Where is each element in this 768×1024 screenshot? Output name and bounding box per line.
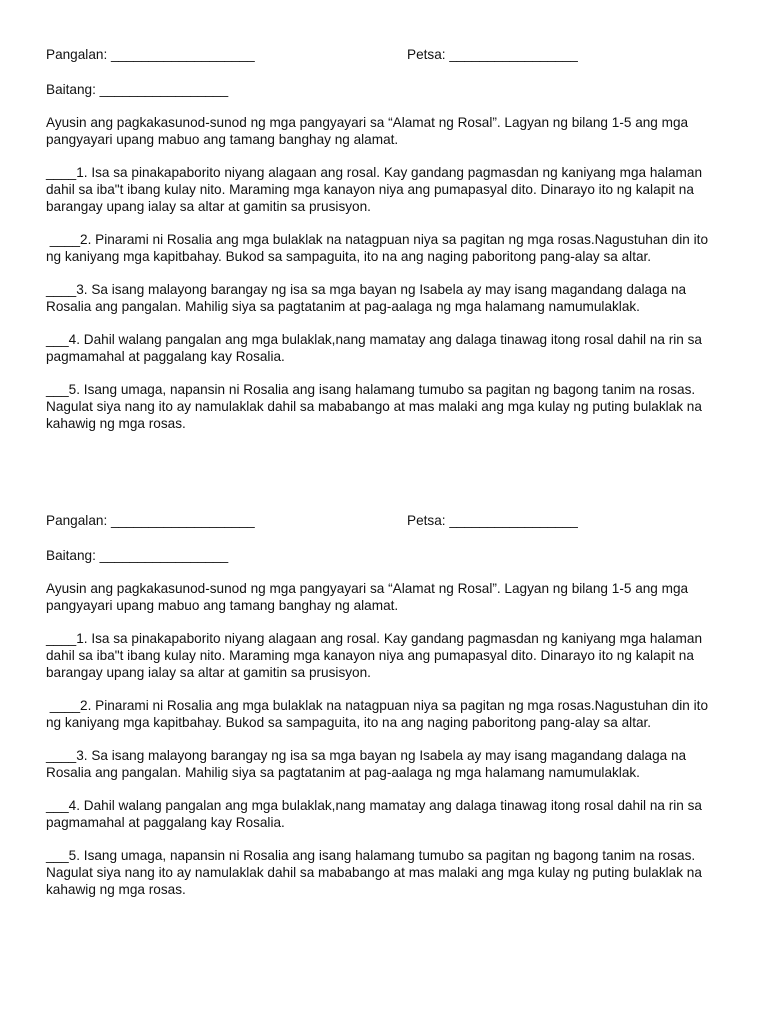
item-3: ____3. Sa isang malayong barangay ng isa sa mga bayan ng Isabela ay may isang magandang dalaga na Rosalia ang pangalan. Mahilig siya sa pagtatanim at pag-aalaga ng mga halamang namumulaklak. [46, 748, 687, 780]
date-label: Petsa: _________________ [407, 513, 578, 528]
grade-label: Baitang: _________________ [46, 82, 229, 97]
item-2: ____2. Pinarami ni Rosalia ang mga bulaklak na natagpuan niya sa pagitan ng mga rosas.Nagustuhan din ito ng kaniyang mga kapitbahay. Bukod sa sampaguita, ito na ang naging paboritong pang-alay sa altar. [46, 232, 712, 264]
header-row [46, 512, 726, 529]
item-1: ____1. Isa sa pinakapaborito niyang alagaan ang rosal. Kay gandang pagmasdan ng kaniyang mga halaman dahil sa iba"t ibang kulay nito. Maraming mga kanayon niya ang pumapasyal dito. Dinarayo ito ng kalapit na barangay upang ialay sa altar at gamitin sa prusisyon. [46, 631, 702, 680]
name-label: Pangalan: ___________________ [46, 513, 255, 528]
item-4: ___4. Dahil walang pangalan ang mga bulaklak,nang mamatay ang dalaga tinawag itong rosal dahil na rin sa pagmamahal at paggalang kay Rosalia. [46, 332, 702, 364]
name-label: Pangalan: ___________________ [46, 47, 255, 62]
item-2: ____2. Pinarami ni Rosalia ang mga bulaklak na natagpuan niya sa pagitan ng mga rosas.Nagustuhan din ito ng kaniyang mga kapitbahay. Bukod sa sampaguita, ito na ang naging paboritong pang-alay sa altar. [46, 698, 712, 730]
item-5: ___5. Isang umaga, napansin ni Rosalia ang isang halamang tumubo sa pagitan ng bagong tanim na rosas. Nagulat siya nang ito ay namulaklak dahil sa mababango at mas malaki ang mga kulay ng puting bulaklak na kahawig ng mga rosas. [46, 382, 702, 431]
date-label: Petsa: _________________ [407, 47, 578, 62]
instructions: Ayusin ang pagkakasunod-sunod ng mga pangyayari sa “Alamat ng Rosal”. Lagyan ng bilang 1-5 ang mga pangyayari upang mabuo ang tamang banghay ng alamat. [46, 581, 689, 613]
item-1: ____1. Isa sa pinakapaborito niyang alagaan ang rosal. Kay gandang pagmasdan ng kaniyang mga halaman dahil sa iba"t ibang kulay nito. Maraming mga kanayon niya ang pumapasyal dito. Dinarayo ito ng kalapit na barangay upang ialay sa altar at gamitin sa prusisyon. [46, 165, 702, 214]
worksheet-2 [46, 512, 726, 898]
item-5: ___5. Isang umaga, napansin ni Rosalia ang isang halamang tumubo sa pagitan ng bagong tanim na rosas. Nagulat siya nang ito ay namulaklak dahil sa mababango at mas malaki ang mga kulay ng puting bulaklak na kahawig ng mga rosas. [46, 848, 702, 897]
item-3: ____3. Sa isang malayong barangay ng isa sa mga bayan ng Isabela ay may isang magandang dalaga na Rosalia ang pangalan. Mahilig siya sa pagtatanim at pag-aalaga ng mga halamang namumulaklak. [46, 282, 687, 314]
worksheet-1 [46, 46, 726, 432]
instructions: Ayusin ang pagkakasunod-sunod ng mga pangyayari sa “Alamat ng Rosal”. Lagyan ng bilang 1-5 ang mga pangyayari upang mabuo ang tamang banghay ng alamat. [46, 115, 689, 147]
header-row [46, 46, 726, 63]
item-4: ___4. Dahil walang pangalan ang mga bulaklak,nang mamatay ang dalaga tinawag itong rosal dahil na rin sa pagmamahal at paggalang kay Rosalia. [46, 798, 702, 830]
grade-label: Baitang: _________________ [46, 548, 229, 563]
